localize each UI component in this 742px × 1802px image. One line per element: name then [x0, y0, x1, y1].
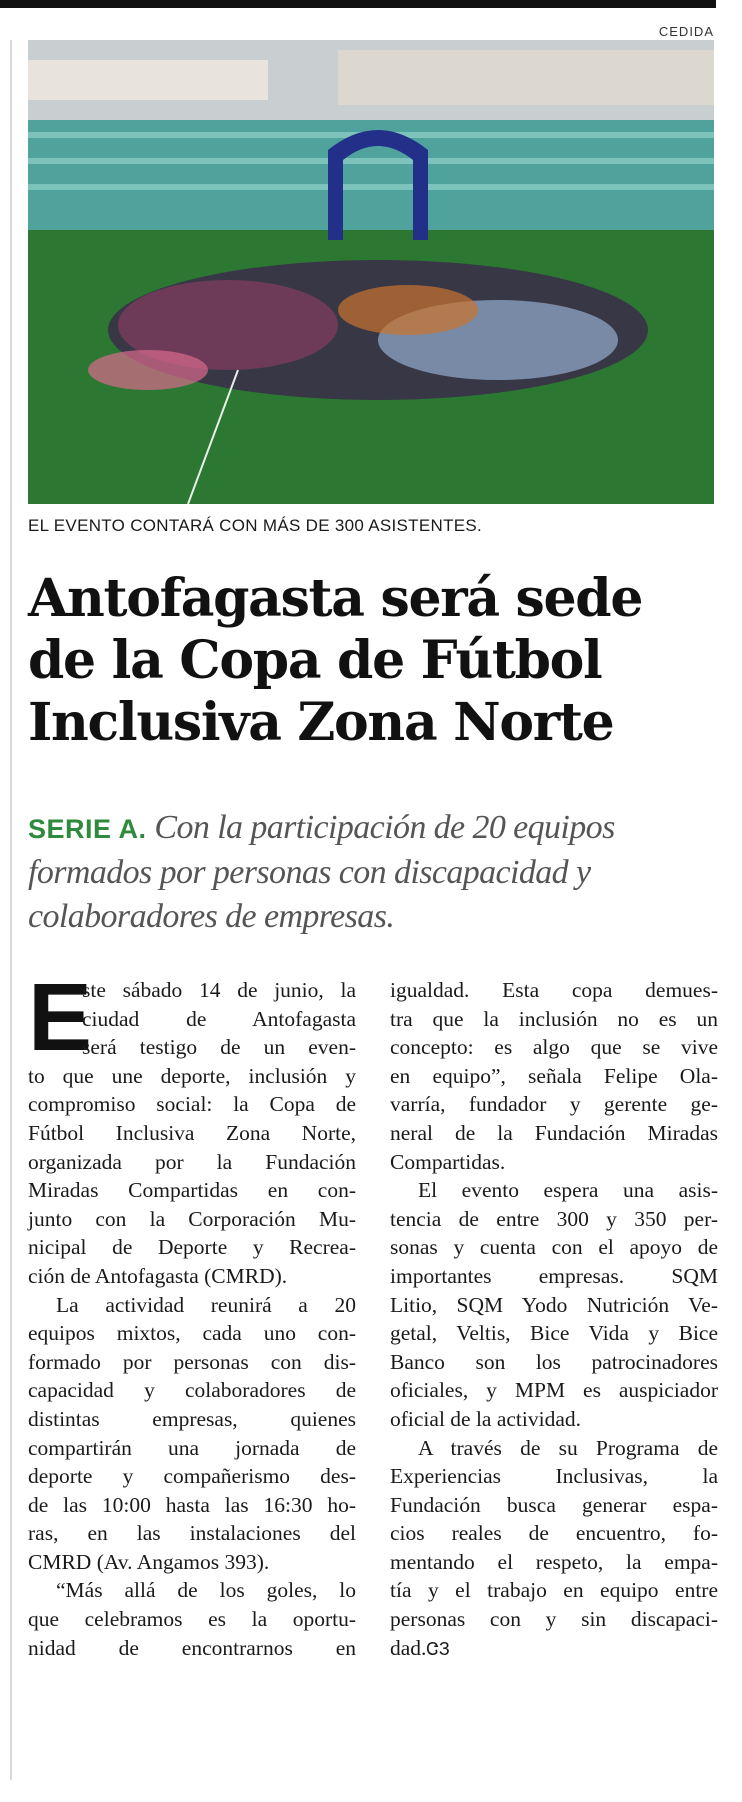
body-line: distintas empresas, quienes: [28, 1406, 356, 1431]
body-line: to que une deporte, inclusión y: [28, 1063, 356, 1088]
body-line: varría, fundador y gerente ge-: [390, 1092, 718, 1117]
headline-line: de la Copa de Fútbol: [28, 630, 602, 691]
body-line: getal, Veltis, Bice Vida y Bice: [390, 1321, 718, 1346]
body-line: Miradas Compartidas en con-: [28, 1178, 356, 1203]
body-line: ste sábado 14 de junio, la: [82, 978, 356, 1002]
body-last-line: [390, 1634, 718, 1664]
body-line: Banco son los patrocinadores: [390, 1349, 718, 1374]
top-rule: [0, 0, 716, 8]
football-event-aerial-photo: [28, 40, 714, 504]
body-line: La actividad reunirá a 20: [56, 1292, 356, 1317]
photo-illustration: [28, 40, 714, 504]
body-line: cios reales de encuentro, fo-: [390, 1521, 718, 1546]
body-line: compartirán una jornada de: [28, 1435, 356, 1460]
body-line: compromiso social: la Copa de: [28, 1092, 356, 1117]
body-line: Litio, SQM Yodo Nutrición Ve-: [390, 1292, 718, 1317]
body-line: ciudad de Antofagasta: [82, 1006, 356, 1031]
body-line: será testigo de un even-: [82, 1035, 356, 1060]
body-line: deporte y compañerismo des-: [28, 1464, 356, 1489]
photo-credit: CEDIDA: [658, 24, 714, 39]
body-line: de las 10:00 hasta las 16:30 ho-: [28, 1492, 356, 1517]
body-line: personas con y sin discapaci-: [390, 1607, 718, 1632]
body-line: concepto: es algo que se vive: [390, 1035, 718, 1060]
body-line: que celebramos es la oportu-: [28, 1607, 356, 1632]
body-line: equipos mixtos, cada uno con-: [28, 1321, 356, 1346]
photo-caption: EL EVENTO CONTARÁ CON MÁS DE 300 ASISTENTES.: [28, 516, 483, 535]
body-line: tencia de entre 300 y 350 per-: [390, 1206, 718, 1231]
body-line: tía y el trabajo en equipo entre: [390, 1578, 718, 1603]
body-line: ras, en las instalaciones del: [28, 1521, 356, 1546]
body-line: Fútbol Inclusiva Zona Norte,: [28, 1120, 356, 1145]
body-line: “Más allá de los goles, lo: [56, 1578, 356, 1603]
headline-line: Antofagasta será sede: [28, 568, 643, 629]
body-line: importantes empresas. SQM: [390, 1263, 718, 1288]
body-line: nidad de encontrarnos en: [28, 1635, 356, 1660]
deck-text: Con la participación de 20 equipos: [146, 809, 615, 846]
end-mark-icon: ᏣЗ: [426, 1638, 450, 1659]
body-line: tra que la inclusión no es un: [390, 1006, 718, 1031]
body-line: igualdad. Esta copa demues-: [390, 978, 718, 1002]
body-line: capacidad y colaboradores de: [28, 1378, 356, 1403]
body-line: Experiencias Inclusivas, la: [390, 1464, 718, 1489]
body-line: nicipal de Deporte y Recrea-: [28, 1235, 356, 1260]
deck-tag: SERIE A.: [28, 814, 147, 844]
body-line: formado por personas con dis-: [28, 1349, 356, 1374]
body-column-right: [390, 976, 718, 1663]
article-headline: [28, 568, 718, 754]
body-line: mentando el respeto, la empa-: [390, 1549, 718, 1574]
body-line: oficial de la actividad.: [390, 1406, 582, 1431]
body-line: oficiales, y MPM es auspiciador: [390, 1378, 718, 1403]
left-margin-rule: [10, 40, 12, 1780]
article-deck: [28, 806, 718, 939]
body-line: junto con la Corporación Mu-: [28, 1206, 356, 1231]
drop-cap: E: [28, 964, 93, 1071]
deck-line: colaboradores de empresas.: [28, 898, 395, 935]
body-column-left: [28, 964, 356, 1662]
headline-line: Inclusiva Zona Norte: [28, 692, 614, 753]
body-line: dad.: [390, 1635, 427, 1660]
body-line: Fundación busca generar espa-: [390, 1492, 718, 1517]
body-line: CMRD (Av. Angamos 393).: [28, 1549, 270, 1574]
body-line: El evento espera una asis-: [418, 1178, 718, 1203]
body-line: en equipo”, señala Felipe Ola-: [390, 1063, 718, 1088]
deck-line: [28, 806, 718, 851]
deck-line: formados por personas con discapacidad y: [28, 854, 591, 891]
body-line: neral de la Fundación Miradas: [390, 1120, 718, 1145]
body-line: ción de Antofagasta (CMRD).: [28, 1263, 288, 1288]
body-line: organizada por la Fundación: [28, 1149, 356, 1174]
body-line: sonas y cuenta con el apoyo de: [390, 1235, 718, 1260]
body-line: A través de su Programa de: [418, 1435, 718, 1460]
body-line: Compartidas.: [390, 1149, 506, 1174]
